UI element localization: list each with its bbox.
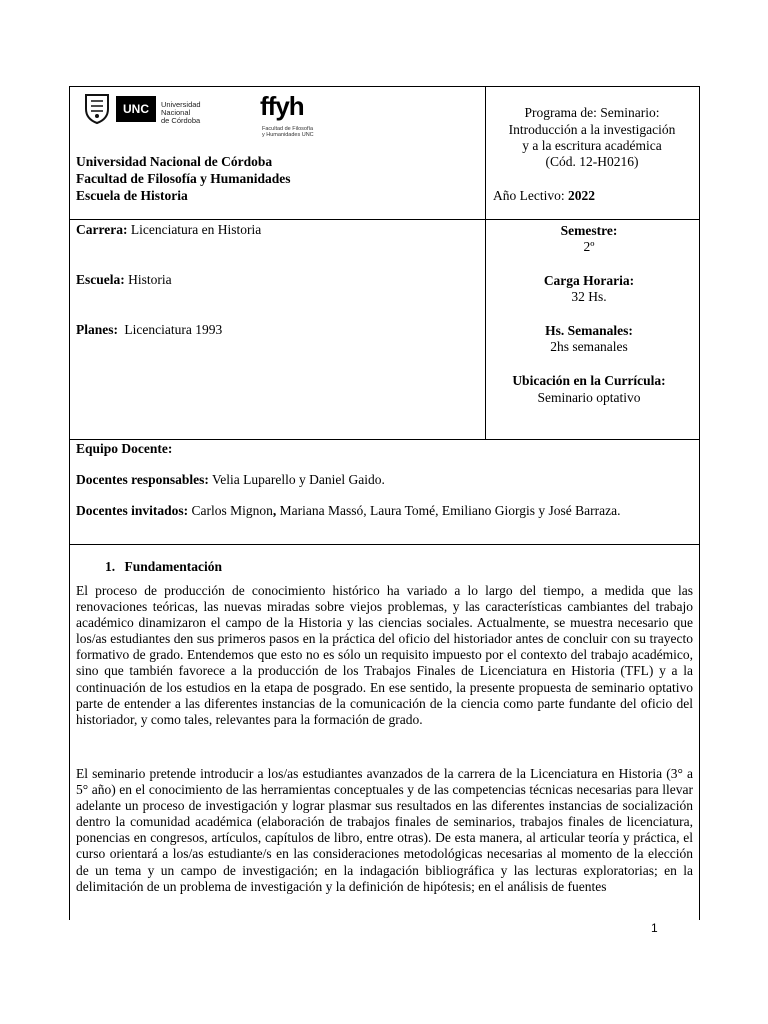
paragraph-2: El seminario pretende introducir a los/as estudiantes avanzados de la carrera de la Licenciatura en Historia (3° a 5° año) en el conocimiento de las herramientas conceptuales y de las competencias técnicas necesarias para llevar adelante un proceso de investigación y lograr plasmar sus resultados en las diferentes instancias de socialización dentro la comunidad académica (elaboración de trabajos finales de seminarios, trabajos finales de licenciatura, ponencias en congresos, artículos, capítulos de libro, entre otras). De esta manera, al articular teoría y práctica, el curso orientará a los/as estudiante/s en las consideraciones metodológicas necesarias al momento de la elección de un tema y un campo de investigación; en la indagación bibliográfica y las lecturas exploratorias; en la delimitación de un problema de investigación y la definición de hipótesis; en el análisis de fuentes: [76, 766, 693, 894]
docentes-invitados-value-2: Mariana Massó, Laura Tomé, Emiliano Giorgis y José Barraza.: [279, 503, 621, 518]
planes-row: [76, 322, 222, 338]
page-number: 1: [651, 921, 658, 935]
semestre-value: 2º: [583, 239, 595, 254]
program-line-1: Programa de: Seminario:: [524, 105, 660, 120]
carga-horaria-value: 32 Hs.: [571, 289, 607, 304]
docentes-responsables-value: Velia Luparello y Daniel Gaido.: [212, 472, 385, 487]
planes-value: Licenciatura 1993: [124, 322, 223, 337]
paragraph-1: El proceso de producción de conocimiento histórico ha variado a lo largo del tiempo, a medida que las renovaciones teóricas, las nuevas miradas sobre viejos problemas, y las características cambiantes del trabajo académico dinamizaron el campo de la Historia y las ciencias sociales. Actualmente, se muestra necesario que los/as estudiantes den sus primeros pasos en la práctica del oficio del historiador antes de concluir con su trayecto formativo de grado. Entendemos que esto no es sólo un requisito impuesto por el contexto del trabajo académico, sino que también favorece a la producción de los Trabajos Finales de Licenciatura en Historia (TFL) y a la continuación de los estudios en la etapa de posgrado. En ese sentido, la presente propuesta de seminario optativo parte de entender a las diferentes instancias de la comunicación de la ciencia como parte fundante del oficio del historiador, y como tales, relevantes para la formación de grado.: [76, 583, 693, 727]
unc-shield-logo: [80, 91, 114, 125]
docentes-invitados-row: [76, 503, 620, 519]
section-title: Fundamentación: [124, 559, 223, 574]
ubicacion-value: Seminario optativo: [537, 390, 641, 405]
docentes-responsables-row: [76, 472, 385, 488]
academic-year: [493, 188, 595, 204]
school-name: Escuela de Historia: [76, 188, 188, 203]
escuela-value: Historia: [128, 272, 172, 287]
docentes-responsables-label: Docentes responsables:: [76, 472, 209, 487]
ubicacion-label: Ubicación en la Currícula:: [512, 373, 666, 388]
institution-name: Universidad Nacional de Córdoba: [76, 154, 273, 169]
ffyh-logo-subtitle: Facultad de Filosofía y Humanidades UNC: [262, 126, 314, 138]
carrera-label: Carrera:: [76, 222, 128, 237]
hs-semanales-value: 2hs semanales: [550, 339, 628, 354]
program-line-2: Introducción a la investigación: [508, 122, 676, 137]
program-line-3: y a la escritura académica: [522, 138, 662, 153]
escuela-row: [76, 272, 172, 288]
carrera-row: [76, 222, 261, 238]
section-heading: [105, 559, 222, 575]
docentes-invitados-value-1: Carlos Mignon: [191, 503, 273, 518]
ffyh-logo: ffyh: [260, 91, 304, 121]
section-number: 1.: [105, 559, 116, 574]
docentes-invitados-label: Docentes invitados:: [76, 503, 189, 518]
unc-logo-text: Universidad Nacional de Córdoba: [161, 100, 201, 125]
hs-semanales-label: Hs. Semanales:: [545, 323, 633, 338]
team-title: Equipo Docente:: [76, 441, 173, 456]
academic-year-label: Año Lectivo:: [493, 188, 565, 203]
docentes-invitados-comma: ,: [272, 503, 277, 518]
escuela-label: Escuela:: [76, 272, 125, 287]
program-code: (Cód. 12-H0216): [545, 154, 639, 169]
carga-horaria-label: Carga Horaria:: [543, 273, 635, 288]
semestre-label: Semestre:: [560, 223, 618, 238]
carrera-value: Licenciatura en Historia: [130, 222, 262, 237]
faculty-name: Facultad de Filosofía y Humanidades: [76, 171, 291, 186]
planes-label: Planes:: [76, 322, 118, 337]
unc-badge-logo: UNC: [116, 96, 156, 122]
academic-year-value: 2022: [567, 188, 595, 203]
